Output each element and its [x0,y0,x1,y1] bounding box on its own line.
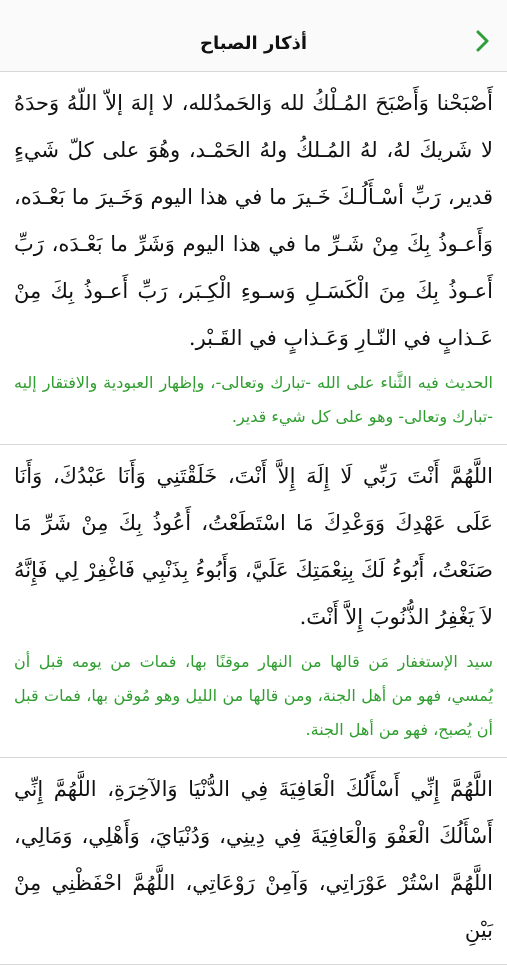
dhikr-item[interactable] [0,758,507,965]
header-bar [0,0,507,72]
dhikr-text: أَصْبَحْنا وَأَصْبَحَ المُـلْكُ لله وَالحَمدُلله، لا إلهَ إلاّ اللّهُ وَحدَهُ لا شَريكَ لهُ، لهُ المُـلكُ ولهُ الحَمْـد، وهُوَ على كلّ شَيءٍ قدير، رَبِّ أسْـأَلُـكَ خَـيرَ ما في هذا اليوم وَخَـيرَ ما بَعْـدَه، وَأَعـوذُ بِكَ مِنْ شَـرِّ ما في هذا اليوم وَشَرِّ ما بَعْـدَه، رَبِّ أَعـوذُ بِكَ مِنَ الْكَسَـلِ وَسـوءِ الْكِـبَر، رَبِّ أَعـوذُ بِكَ مِنْ عَـذابٍ في النّـارِ وَعَـذابٍ في القَـبْر. [14,91,493,350]
dhikr-note: الحديث فيه الثَّناء على الله -تبارك وتعالى-، وإظهار العبودية والافتقار إليه -تبارك وتعالى- وهو على كل شيء قدير. [14,373,493,426]
dhikr-note: سيد الإستغفار مَن قالها من النهار موقنًا بها، فمات من يومه قبل أن يُمسي، فهو من أهل الجنة، ومن قالها من الليل وهو مُوقن بها، فمات قبل أن يُصبح، فهو من أهل الجنة. [14,652,493,739]
dhikr-text: اللَّهُمَّ إِنِّي أَسْأَلُكَ الْعَافِيَةَ فِي الدُّنْيَا وَالآخِرَةِ، اللَّهُمَّ إِنِّي أَسْأَلُكَ الْعَفْوَ وَالْعَافِيَةَ فِي دِينِي، وَدُنْيَايَ، وَأَهْلِي، وَمَالِي، اللَّهُمَّ اسْتُرْ عَوْرَاتِي، وَآمِنْ رَوْعَاتِي، اللَّهُمَّ احْفَظْنِي مِنْ بَيْنِ [14,777,493,942]
dhikr-text: اللَّهُمَّ أَنْتَ رَبِّي لَا إِلَهَ إِلاَّ أَنْتَ، خَلَقْتَنِي وَأَنَا عَبْدُكَ، وَأَنَا عَلَى عَهْدِكَ وَوَعْدِكَ مَا اسْتَطَعْتُ، أَعُوذُ بِكَ مِنْ شَرِّ مَا صَنَعْتُ، أَبُوءُ لَكَ بِنِعْمَتِكَ عَلَيَّ، وَأَبُوءُ بِذَنْبِي فَاغْفِرْ لِي فَإِنَّهُ لاَ يَغْفِرُ الذُّنُوبَ إِلاَّ أَنْتَ. [14,464,493,629]
dhikr-item[interactable] [0,445,507,758]
dhikr-item[interactable] [0,72,507,445]
chevron-right-icon [476,30,490,56]
back-button[interactable] [468,28,498,58]
adhkar-list[interactable] [0,72,507,942]
page-title: أذكار الصباح [199,33,307,54]
